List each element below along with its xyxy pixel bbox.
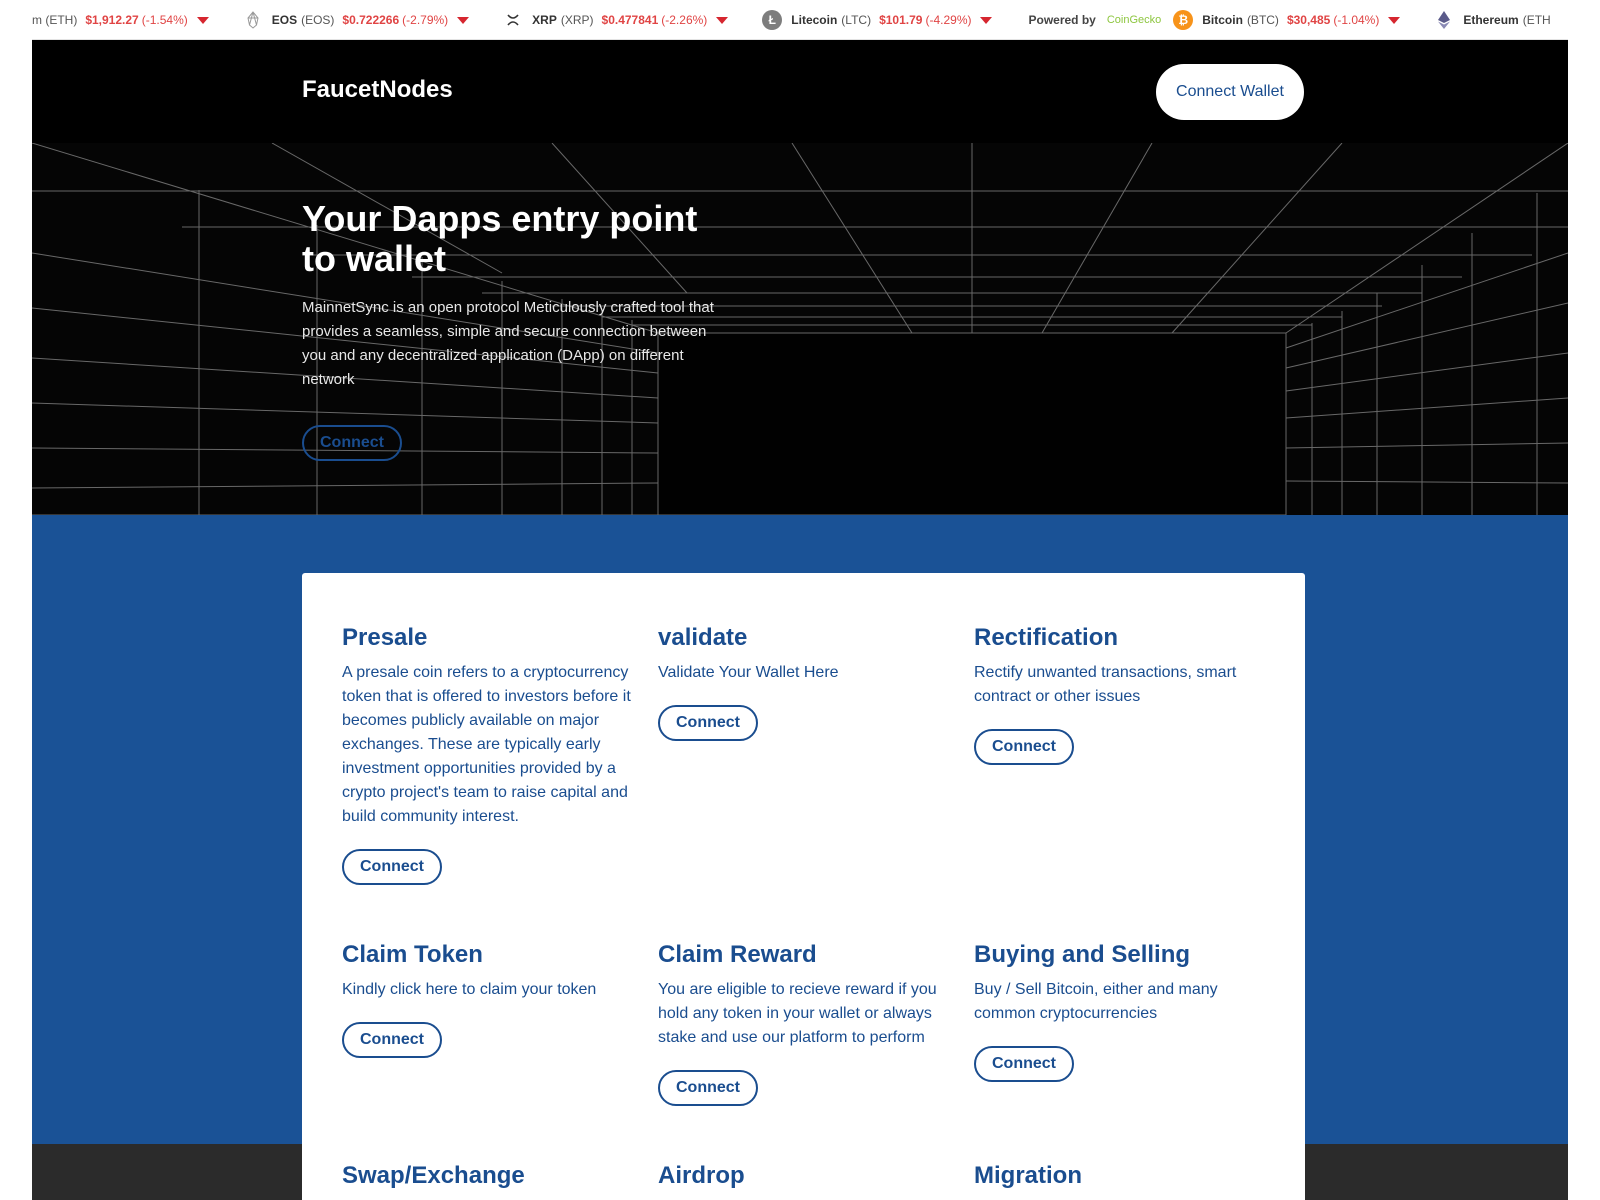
feature-description: Kindly click here to claim your token	[342, 981, 597, 998]
hero-description: MainnetSync is an open protocol Meticulously crafted tool that provides a seamless, simple and secure connection between you and any decentralized application (DApp) on different network	[302, 299, 714, 388]
powered-by-label: Powered by	[1028, 13, 1096, 27]
feature-title: Migration	[974, 1162, 1082, 1189]
ticker-item-price: $30,485	[1286, 13, 1331, 27]
feature-title: Airdrop	[658, 1162, 745, 1189]
xrp-icon	[503, 10, 523, 30]
ticker-item-name: Bitcoin	[1202, 13, 1243, 27]
grid-background	[32, 143, 1568, 515]
down-arrow-icon	[980, 17, 992, 24]
claim-reward-connect-button[interactable]: Connect	[658, 1070, 758, 1106]
feature-swap-exchange	[342, 1161, 642, 1191]
ticker-item-change: (-2.26%)	[661, 13, 708, 27]
feature-description: Validate Your Wallet Here	[658, 664, 839, 681]
down-arrow-icon	[197, 17, 209, 24]
feature-title: Presale	[342, 624, 428, 651]
feature-title: Swap/Exchange	[342, 1162, 525, 1189]
hero-section	[32, 143, 1568, 515]
litecoin-icon: Ł	[762, 10, 782, 30]
feature-claim-reward	[658, 940, 958, 1106]
feature-description: You are eligible to recieve reward if you hold any token in your wallet or always stake and use our platform to perform	[658, 981, 937, 1046]
down-arrow-icon	[457, 17, 469, 24]
hero-connect-button[interactable]: Connect	[302, 425, 402, 461]
connect-wallet-button[interactable]: Connect Wallet	[1156, 64, 1304, 120]
ticker-track	[32, 0, 1568, 40]
ticker-item-price: $1,912.27	[85, 13, 139, 27]
down-arrow-icon	[1388, 17, 1400, 24]
hero-title: Your Dapps entry point to wallet	[302, 198, 698, 279]
feature-airdrop	[658, 1161, 958, 1191]
feature-validate	[658, 623, 958, 741]
ticker-item-symbol: (BTC)	[1246, 13, 1279, 27]
ethereum-icon	[1434, 10, 1454, 30]
feature-title: Rectification	[974, 624, 1119, 651]
ticker-item-name: Litecoin	[791, 13, 838, 27]
bitcoin-icon: ₿	[1173, 10, 1193, 30]
ticker-item-change: (-2.79%)	[402, 13, 449, 27]
ticker-item-change: (-4.29%)	[925, 13, 972, 27]
feature-description: Rectify unwanted transactions, smart contract or other issues	[974, 664, 1237, 705]
ticker-item-btc[interactable]	[1173, 10, 1400, 30]
feature-description: Buy / Sell Bitcoin, either and many common cryptocurrencies	[974, 981, 1218, 1022]
buying-selling-connect-button[interactable]: Connect	[974, 1046, 1074, 1082]
ticker-item-symbol: (EOS)	[301, 13, 335, 27]
ticker-item-name: XRP	[532, 13, 557, 27]
ticker-item-symbol: (XRP)	[560, 13, 594, 27]
feature-presale	[342, 623, 642, 885]
down-arrow-icon	[716, 17, 728, 24]
ticker-item-price: $101.79	[879, 13, 923, 27]
ticker-item-symbol: m (ETH)	[32, 13, 78, 27]
site-header	[32, 40, 1568, 143]
feature-title: Buying and Selling	[974, 941, 1191, 968]
feature-title: Claim Token	[342, 941, 483, 968]
price-ticker	[32, 0, 1568, 40]
ticker-item-symbol: (ETH	[1522, 13, 1551, 27]
feature-title: Claim Reward	[658, 941, 817, 968]
feature-buying-selling	[974, 940, 1274, 1082]
eos-icon	[243, 10, 263, 30]
feature-title: validate	[658, 624, 748, 651]
coingecko-link[interactable]: CoinGecko	[1106, 14, 1162, 26]
ticker-item-ltc[interactable]	[762, 10, 992, 30]
ticker-item-symbol: (LTC)	[841, 13, 872, 27]
ticker-item-price: $0.722266	[342, 13, 400, 27]
claim-token-connect-button[interactable]: Connect	[342, 1022, 442, 1058]
rectification-connect-button[interactable]: Connect	[974, 729, 1074, 765]
feature-rectification	[974, 623, 1274, 765]
ticker-item-name: Ethereum	[1463, 13, 1519, 27]
validate-connect-button[interactable]: Connect	[658, 705, 758, 741]
feature-description: A presale coin refers to a cryptocurrency token that is offered to investors before it becomes publicly available on major exchanges. These are typically early investment opportunities provided by a crypto project's team to raise capital and build community interest.	[342, 664, 631, 825]
brand-logo[interactable]: FaucetNodes	[302, 76, 453, 103]
ticker-item-change: (-1.04%)	[1333, 13, 1380, 27]
feature-migration	[974, 1161, 1274, 1191]
ticker-item-price: $0.477841	[601, 13, 659, 27]
ticker-item-xrp[interactable]	[503, 10, 728, 30]
features-card	[302, 573, 1305, 1200]
ticker-item-name: EOS	[271, 13, 298, 27]
powered-by[interactable]	[1028, 13, 1161, 27]
ticker-item-change: (-1.54%)	[141, 13, 188, 27]
presale-connect-button[interactable]: Connect	[342, 849, 442, 885]
ticker-item-eos[interactable]	[243, 10, 469, 30]
feature-claim-token	[342, 940, 642, 1058]
ticker-item-eth[interactable]	[32, 13, 209, 27]
ticker-item-eth-2[interactable]	[1434, 10, 1550, 30]
